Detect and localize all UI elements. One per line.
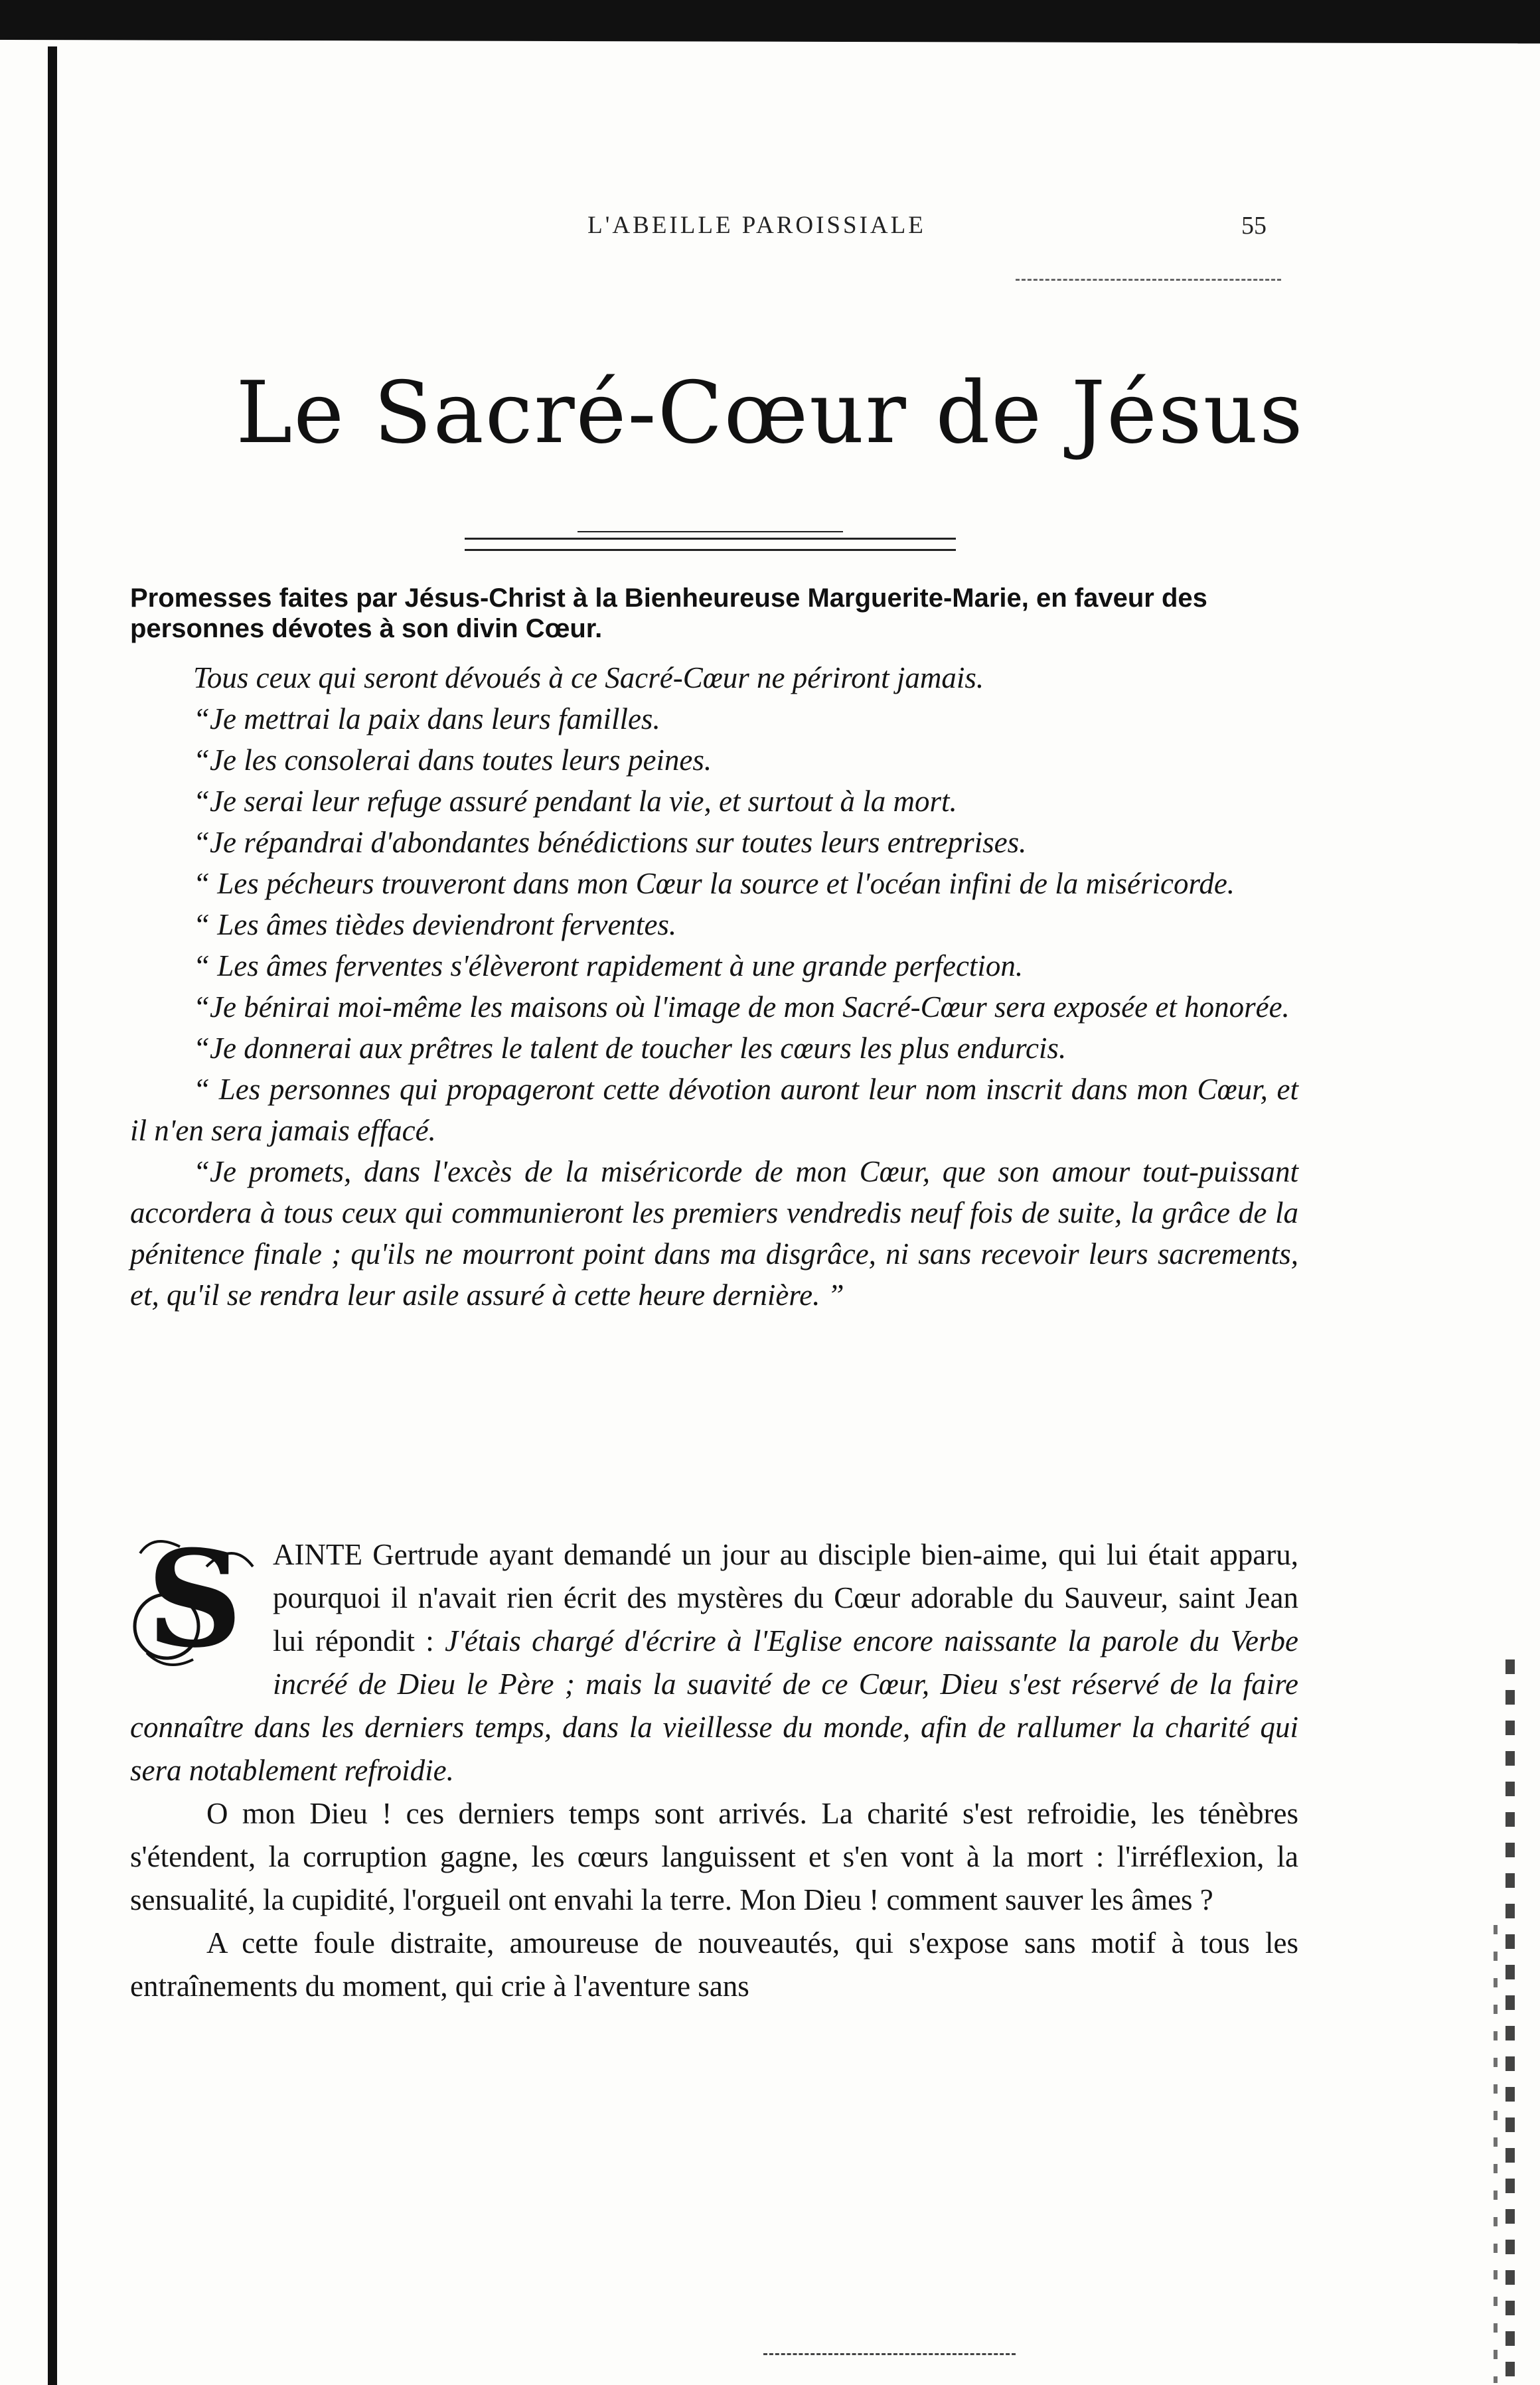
paragraph: A cette foule distraite, amoureuse de nouveautés, qui s'expose sans motif à tous les entraînements du moment, qui crie à l'aventure sans <box>130 1926 1298 2003</box>
promise-item: “Je mettrai la paix dans leurs familles. <box>193 702 660 735</box>
paragraph: O mon Dieu ! ces derniers temps sont arrivés. La charité s'est refroidie, les ténèbres s'étendent, la corruption gagne, les cœurs languissent et s'en vont à la mort : l'irréflexion, la sensualité, la cupidité, l'orgueil ont envahi la terre. Mon Dieu ! comment sauver les âmes ? <box>130 1797 1298 1916</box>
running-title: L'ABEILLE PAROISSIALE <box>587 212 926 239</box>
page-edge-marks <box>1505 1659 1515 2383</box>
paragraph <box>130 1521 1298 1792</box>
promise-item: Tous ceux qui seront dévoués à ce Sacré-Cœur ne périront jamais. <box>193 661 984 694</box>
promises-list <box>130 657 1298 1316</box>
ornamental-dropcap <box>127 1521 266 1681</box>
article-title: Le Sacré-Cœur de Jésus <box>236 364 1304 463</box>
promise-item: “ Les personnes qui propageront cette dévotion auront leur nom inscrit dans mon Cœur, et il n'en sera jamais effacé. <box>130 1073 1298 1147</box>
promise-item: “ Les âmes tièdes deviendront ferventes. <box>193 908 677 941</box>
promise-item: “Je bénirai moi-même les maisons où l'image de mon Sacré-Cœur sera exposée et honorée. <box>193 990 1290 1024</box>
page-edge-marks-secondary <box>1494 1925 1498 2383</box>
promise-item: “Je donnerai aux prêtres le talent de toucher les cœurs les plus endurcis. <box>193 1032 1067 1065</box>
page-number: 55 <box>1241 212 1267 240</box>
intro-text: Promesses faites par Jésus-Christ à la Bienheureuse Marguerite-Marie, en faveur des personnes dévotes à son divin Cœur. <box>130 583 1207 643</box>
title-rule-top <box>578 531 843 532</box>
promise-item: “Je serai leur refuge assuré pendant la vie, et surtout à la mort. <box>193 785 957 818</box>
paragraph-text: AINTE Gertrude ayant demandé un jour au disciple bien-aime, qui lui était apparu, pourquoi il n'avait rien écrit des mystères du Cœur adorable du Sauveur, saint Jean lui répondit : <box>273 1538 1298 1657</box>
page-border-left <box>48 46 57 2385</box>
quoted-reply: J'étais chargé d'écrire à l'Eglise encore naissante la parole du Verbe incréé de Dieu le Père ; mais la suavité de ce Cœur, Dieu s'est réservé de la faire connaître dans les derniers temps, dans la vieillesse du monde, afin de rallumer la charité qui sera notablement refroidie. <box>130 1624 1298 1787</box>
footer-marks <box>763 2353 1016 2358</box>
promise-item: “Je répandrai d'abondantes bénédictions sur toutes leurs entreprises. <box>193 826 1027 859</box>
dropcap-letter: S <box>147 1521 243 1677</box>
promise-item: “ Les âmes ferventes s'élèveront rapidement à une grande perfection. <box>193 949 1024 982</box>
promise-item: “Je les consolerai dans toutes leurs peines. <box>193 743 712 777</box>
header-rule <box>1016 279 1281 281</box>
title-rule <box>465 538 956 551</box>
promise-item: “ Les pécheurs trouveront dans mon Cœur la source et l'océan infini de la miséricorde. <box>193 867 1235 900</box>
promise-item: “Je promets, dans l'excès de la miséricorde de mon Cœur, que son amour tout-puissant accordera à tous ceux qui communieront les premiers vendredis neuf fois de suite, la grâce de la pénitence finale ; qu'ils ne mourront point dans ma disgrâce, ni sans recevoir leurs sacrements, et, qu'il se rendra leur asile assuré à cette heure dernière. ” <box>130 1155 1298 1312</box>
sainte-gertrude-section <box>130 1521 1298 2008</box>
